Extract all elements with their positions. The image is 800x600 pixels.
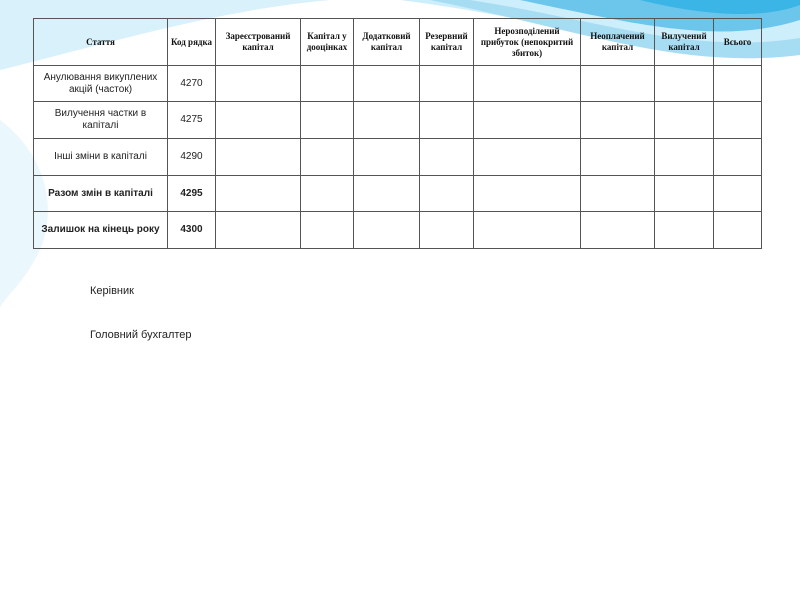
- table-cell: [474, 139, 581, 176]
- table-cell: [301, 139, 354, 176]
- header-revaluation-capital: Капітал у дооцінках: [301, 19, 354, 66]
- table-cell: [354, 102, 420, 139]
- table-cell: [581, 176, 655, 212]
- table-cell: [581, 212, 655, 249]
- table-cell: [655, 212, 714, 249]
- table-cell: [354, 66, 420, 102]
- header-total: Всього: [714, 19, 762, 66]
- table-cell: [420, 212, 474, 249]
- row-label: Залишок на кінець року: [34, 212, 168, 249]
- row-code: 4275: [168, 102, 216, 139]
- table-cell: [354, 176, 420, 212]
- row-label: Анулювання викуплених акцій (часток): [34, 66, 168, 102]
- table-header-row: [34, 19, 762, 66]
- table-cell: [714, 102, 762, 139]
- table-row: [34, 102, 762, 139]
- table-cell: [655, 139, 714, 176]
- header-additional-capital: Додатковий капітал: [354, 19, 420, 66]
- table-cell: [655, 66, 714, 102]
- table-cell: [581, 102, 655, 139]
- table-cell: [581, 139, 655, 176]
- table-cell: [216, 102, 301, 139]
- signature-head-label: Керівник: [90, 285, 134, 297]
- table-cell: [420, 176, 474, 212]
- table-row: [34, 139, 762, 176]
- signature-accountant-label: Головний бухгалтер: [90, 329, 192, 341]
- table-cell: [301, 102, 354, 139]
- row-label: Разом змін в капіталі: [34, 176, 168, 212]
- table-row: [34, 176, 762, 212]
- table-cell: [474, 176, 581, 212]
- table-cell: [216, 66, 301, 102]
- row-code: 4270: [168, 66, 216, 102]
- table-cell: [474, 212, 581, 249]
- table-cell: [655, 102, 714, 139]
- table-row: [34, 66, 762, 102]
- row-label: Вилучення частки в капіталі: [34, 102, 168, 139]
- table-cell: [216, 176, 301, 212]
- table-cell: [301, 176, 354, 212]
- row-code: 4295: [168, 176, 216, 212]
- table-cell: [714, 176, 762, 212]
- header-row-code: Код рядка: [168, 19, 216, 66]
- equity-changes-table-container: [33, 18, 762, 249]
- table-cell: [714, 139, 762, 176]
- table-cell: [474, 66, 581, 102]
- table-cell: [581, 66, 655, 102]
- header-unpaid-capital: Неоплачений капітал: [581, 19, 655, 66]
- table-cell: [655, 176, 714, 212]
- table-cell: [216, 212, 301, 249]
- table-cell: [714, 66, 762, 102]
- table-cell: [420, 102, 474, 139]
- header-retained-earnings: Нерозподілений прибуток (непокритий збиток): [474, 19, 581, 66]
- row-label: Інші зміни в капіталі: [34, 139, 168, 176]
- row-code: 4300: [168, 212, 216, 249]
- table-cell: [420, 139, 474, 176]
- table-cell: [714, 212, 762, 249]
- table-cell: [354, 139, 420, 176]
- header-withdrawn-capital: Вилучений капітал: [655, 19, 714, 66]
- row-code: 4290: [168, 139, 216, 176]
- header-article: Стаття: [34, 19, 168, 66]
- table-cell: [216, 139, 301, 176]
- header-registered-capital: Зареєстрований капітал: [216, 19, 301, 66]
- table-cell: [420, 66, 474, 102]
- header-reserve-capital: Резервний капітал: [420, 19, 474, 66]
- table-cell: [301, 66, 354, 102]
- table-cell: [474, 102, 581, 139]
- equity-changes-table: [33, 18, 762, 249]
- table-row: [34, 212, 762, 249]
- table-cell: [354, 212, 420, 249]
- table-cell: [301, 212, 354, 249]
